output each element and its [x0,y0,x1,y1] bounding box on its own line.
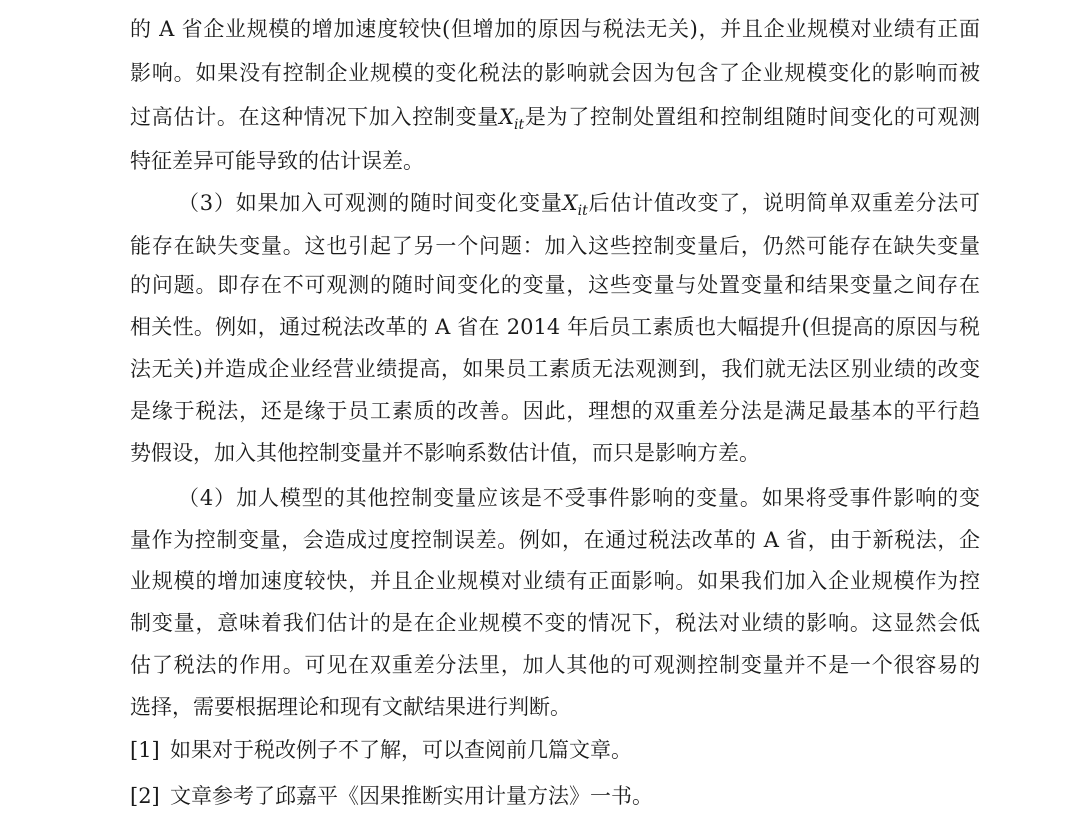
paragraph-1-line-4: 特征差异可能导致的估计误差。 [130,149,424,173]
footnote-1 [130,733,632,767]
paragraph-2-line-5: 法无关)并造成企业经营业绩提高，如果员工素质无法观测到，我们就无法区别业绩的改变 [130,357,980,381]
paragraph-3-line-2: 量作为控制变量，会造成过度控制误差。例如，在通过税法改革的 A 省，由于新税法，企 [130,528,980,552]
paragraph-1-line-1: 的 A 省企业规模的增加速度较快(但增加的原因与税法无关)，并且企业规模对业绩有正面 [130,17,980,41]
paragraph-3-line-5: 估了税法的作用。可见在双重差分法里，加人其他的可观测控制变量并不是一个很容易的 [130,653,980,677]
paragraph-3-line-4: 制变量，意味着我们估计的是在企业规模不变的情况下，税法对业绩的影响。这显然会低 [130,611,980,635]
variable-x-it: $X_{it}$ [499,105,525,134]
paragraph-3-line-3: 业规模的增加速度较快，并且企业规模对业绩有正面影响。如果我们加入企业规模作为控 [130,569,980,593]
paragraph-3-line-1: （4）加人模型的其他控制变量应该是不受事件影响的变量。如果将受事件影响的变 [178,486,980,510]
footnote-1-text: 如果对于税改例子不了解，可以查阅前几篇文章。 [170,738,632,762]
variable-x-it: $X_{it}$ [562,191,588,220]
paragraph-2-line-4: 相关性。例如，通过税法改革的 A 省在 2014 年后员工素质也大幅提升(但提高的原因与税 [130,315,980,339]
paragraph-2-line-3: 的问题。即存在不可观测的随时间变化的变量，这些变量与处置变量和结果变量之间存在 [130,273,980,297]
paragraph-1-line-3: 过高估计。在这种情况下加入控制变量$X_{it}$是为了控制处置组和控制组随时间变化的可观测 [130,105,980,134]
paragraph-2-line-6: 是缘于税法，还是缘于员工素质的改善。因此，理想的双重差分法是满足最基本的平行趋 [130,399,980,423]
paragraph-2-line-7: 势假设，加入其他控制变量并不影响系数估计值，而只是影响方差。 [130,441,760,465]
paragraph-1-line-2: 影响。如果没有控制企业规模的变化税法的影响就会因为包含了企业规模变化的影响而被 [130,61,980,85]
paragraph-2-line-2: 能存在缺失变量。这也引起了另一个问题：加入这些控制变量后，仍然可能存在缺失变量 [130,234,980,258]
paragraph-2-line-1: （3）如果加入可观测的随时间变化变量$X_{it}$后估计值改变了，说明简单双重差分法可 [178,191,980,220]
footnote-2-mark: [2] [130,784,160,808]
paragraph-3-line-6: 选择，需要根据理论和现有文献结果进行判断。 [130,695,571,719]
footnote-2-text: 文章参考了邱嘉平《因果推断实用计量方法》一书。 [170,784,653,808]
footnote-1-mark: [1] [130,738,160,762]
footnote-2 [130,779,653,813]
